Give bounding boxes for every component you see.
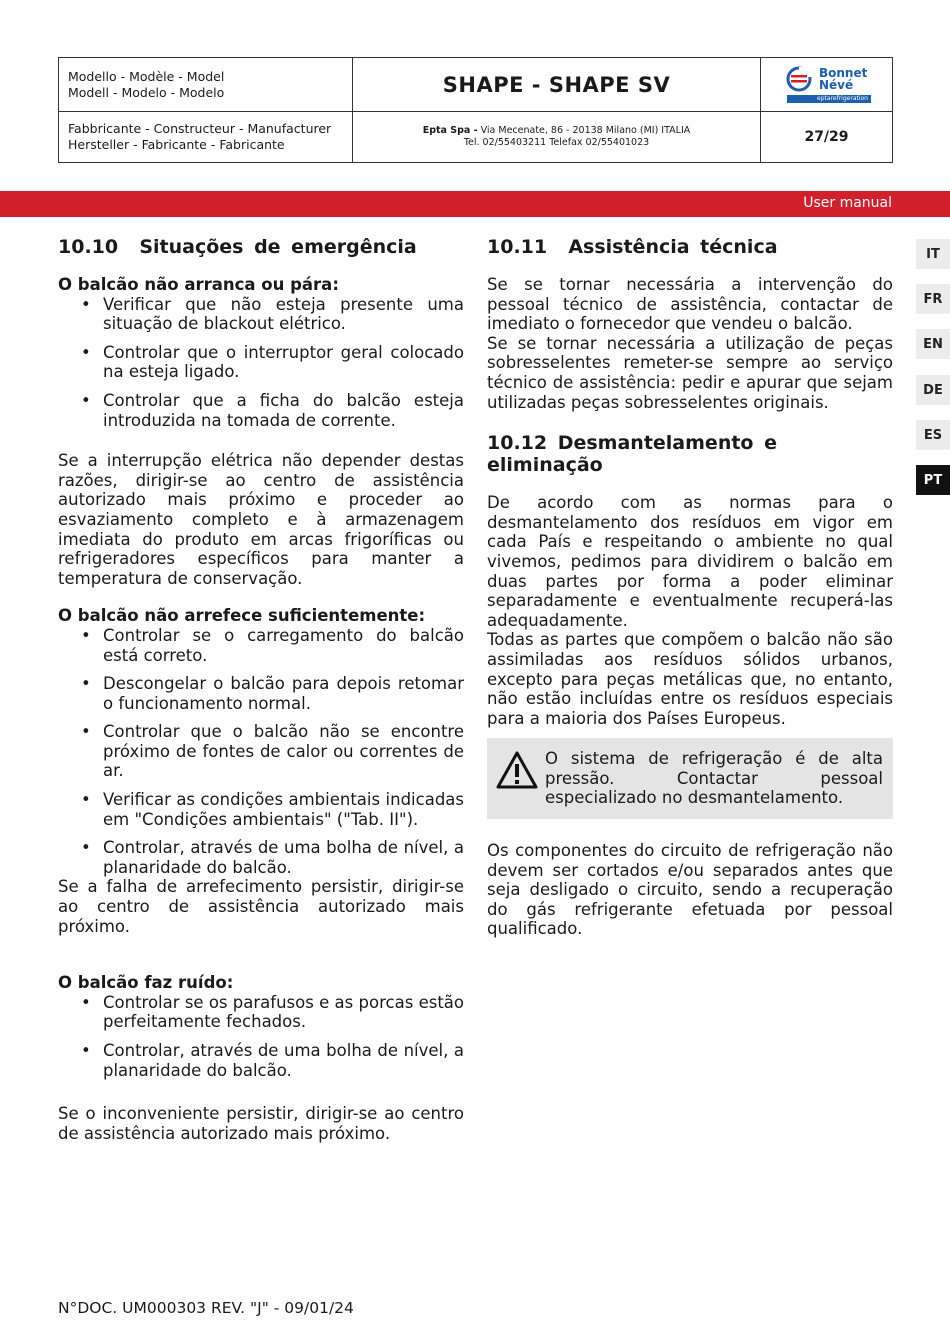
paragraph-refrigerant: Os componentes do circuito de refrigeração não devem ser cortados e/ou separados antes que seja desligado o circuito, sendo a recuperação do gás refrigerante efetuada por pessoal qualificado. — [487, 841, 893, 939]
manufacturer-label — [59, 112, 353, 162]
lang-tab-en[interactable]: EN — [916, 329, 950, 359]
warning-box — [487, 738, 893, 819]
subheading-not-cooling: O balcão não arrefece suficientemente: — [58, 606, 426, 626]
band-label: User manual — [803, 195, 892, 211]
paragraph-disposal-2: Todas as partes que compõem o balcão não são assimiladas aos resíduos sólidos urbanos, excepto para peças metálicas que, no entanto, não estão incluídas entre os resíduos especiais para a maioria dos Países Europeus. — [487, 630, 893, 728]
list-item: • Verificar que não esteja presente uma situação de blackout elétrico. — [103, 295, 464, 334]
list-item: • Controlar que o interruptor geral colocado na esteja ligado. — [103, 343, 464, 382]
manufacturer-address — [353, 112, 761, 162]
company-name: Epta Spa - — [422, 125, 478, 136]
left-column — [58, 236, 464, 1143]
paragraph-assistance-2: Se se tornar necessária a utilização de peças sobresselentes remeter-se sempre ao serviço técnico de assistência: pedir e apurar que sejam utilizadas peças sobresselentes originais. — [487, 333, 893, 412]
model-label — [59, 58, 353, 112]
list-item: • Controlar que a ficha do balcão esteja introduzida na tomada de corrente. — [103, 391, 464, 430]
document-number: N°DOC. UM000303 REV. "J" - 09/01/24 — [58, 1299, 354, 1317]
list-item: • Controlar se o carregamento do balcão está correto. — [103, 626, 464, 665]
paragraph-disposal-1: De acordo com as normas para o desmantelamento dos resíduos em vigor em cada País e respeitando o ambiente no qual vivemos, pedimos para dividirem o balcão em duas partes por forma a poder eliminar separadamente e eventualmente recuperá-las adequadamente. — [487, 493, 893, 630]
lang-tab-fr[interactable]: FR — [916, 284, 950, 314]
manufacturer-label-line-1: Fabbricante - Constructeur - Manufacturer — [68, 121, 332, 136]
model-label-line-2: Modell - Modelo - Modelo — [68, 85, 225, 100]
lang-tab-es[interactable]: ES — [916, 420, 950, 450]
logo-text-bonnet: Bonnet — [819, 66, 868, 80]
paragraph-cooling-failure: Se a falha de arrefecimento persistir, dirigir-se ao centro de assistência autorizado mais próximo. — [58, 877, 464, 936]
lang-tab-pt[interactable]: PT — [916, 465, 950, 495]
list-item: • Controlar que o balcão não se encontre próximo de fontes de calor ou correntes de ar. — [103, 722, 464, 781]
section-heading-disposal: 10.12 Desmantelamento e eliminação — [487, 432, 777, 477]
paragraph-assistance-1: Se se tornar necessária a intervenção do pessoal técnico de assistência, contactar de imediato o fornecedor que vendeu o balcão. — [487, 275, 893, 334]
model-title: SHAPE - SHAPE SV — [353, 58, 761, 112]
bonnet-neve-logo — [785, 65, 871, 105]
warning-triangle-icon — [495, 750, 539, 790]
subheading-not-starting: O balcão não arranca ou pára: — [58, 275, 339, 294]
list-not-starting — [103, 295, 464, 431]
model-label-line-1: Modello - Modèle - Model — [68, 69, 225, 84]
list-noise — [103, 993, 464, 1080]
company-address: Via Mecenate, 86 - 20138 Milano (MI) ITALIA — [477, 125, 691, 136]
list-item: • Verificar as condições ambientais indicadas em "Condições ambientais" ("Tab. II"). — [103, 790, 464, 829]
page-number: 27/29 — [804, 129, 849, 145]
section-heading-emergency: 10.10 Situações de emergência — [58, 236, 417, 258]
brand-logo-cell — [761, 58, 892, 112]
document-header — [58, 57, 893, 163]
paragraph-power-failure: Se a interrupção elétrica não depender destas razões, dirigir-se ao centro de assistência autorizado mais próximo e proceder ao esvaziamento completo e à armazenagem imediata do produto em arcas frigoríficas ou refrigeradores específicos para manter a temperatura de conservação. — [58, 451, 464, 588]
list-item: • Controlar, através de uma bolha de nível, a planaridade do balcão. — [103, 838, 464, 877]
subheading-noise: O balcão faz ruído: — [58, 973, 234, 993]
paragraph-noise: Se o inconveniente persistir, dirigir-se ao centro de assistência autorizado mais próximo. — [58, 1104, 464, 1143]
list-item: • Descongelar o balcão para depois retomar o funcionamento normal. — [103, 674, 464, 713]
list-not-cooling — [103, 626, 464, 878]
phone-line: Tel. 02/55403211 Telefax 02/55401023 — [463, 137, 650, 148]
logo-text-neve: Névé — [819, 78, 854, 92]
section-band — [0, 191, 950, 217]
list-item: • Controlar, através de uma bolha de nível, a planaridade do balcão. — [103, 1041, 464, 1080]
logo-subtitle: eptarefrigeration — [787, 95, 871, 103]
warning-text: O sistema de refrigeração é de alta pressão. Contactar pessoal especializado no desmantelamento. — [545, 749, 883, 808]
right-column — [487, 236, 893, 939]
manufacturer-label-line-2: Hersteller - Fabricante - Fabricante — [68, 137, 285, 152]
logo-euro-icon — [785, 65, 817, 95]
lang-tab-de[interactable]: DE — [916, 375, 950, 405]
list-item: • Controlar se os parafusos e as porcas estão perfeitamente fechados. — [103, 993, 464, 1032]
lang-tab-it[interactable]: IT — [916, 239, 950, 269]
section-heading-assistance: 10.11 Assistência técnica — [487, 236, 778, 258]
address-line — [423, 125, 691, 137]
